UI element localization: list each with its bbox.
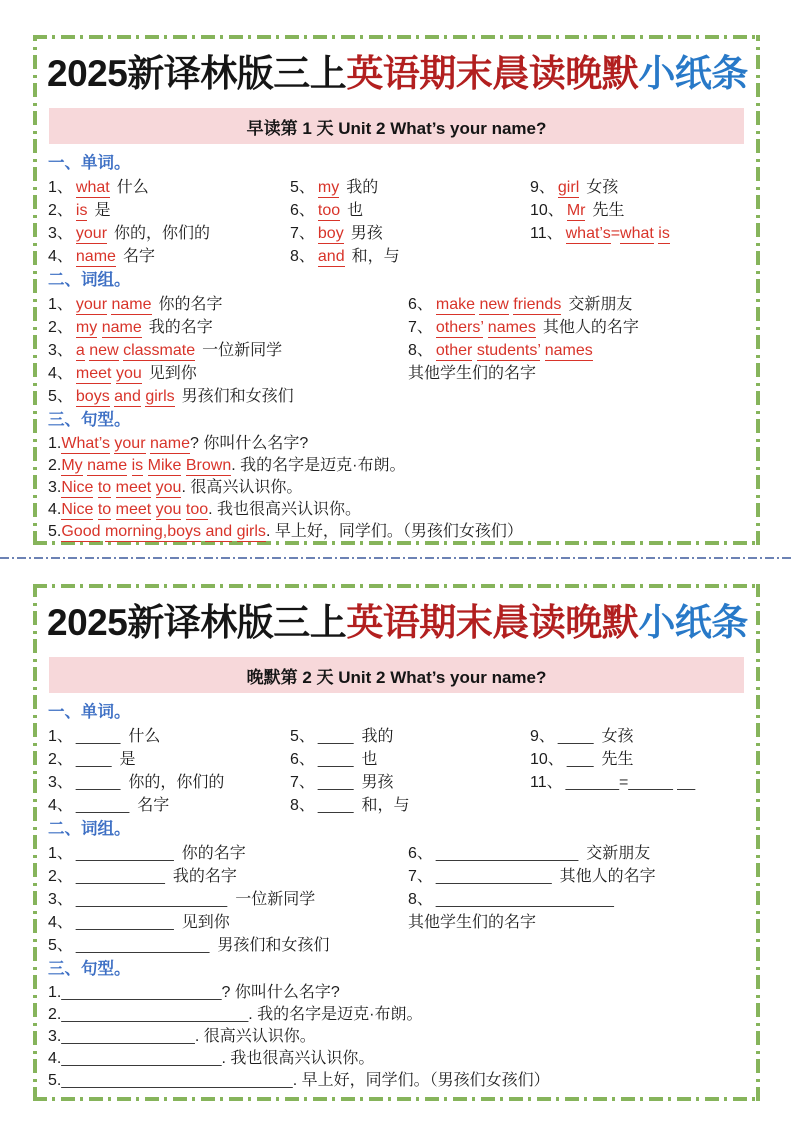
item-number: 10、 [530, 751, 564, 769]
english-sentence: What’s your name [61, 435, 191, 453]
answer-blank: _________________ [75, 891, 228, 909]
answer-blank: ____________________ [435, 891, 614, 909]
word-row [530, 199, 746, 222]
answer-blank: _______________ [61, 1028, 195, 1046]
word-row [290, 199, 530, 222]
answer-blank: _____ [75, 774, 121, 792]
chinese-meaning: 名字 [122, 248, 155, 266]
english-phrase: make new friends [435, 296, 562, 314]
item-number: 3. [48, 479, 62, 497]
phrase-row [48, 316, 408, 339]
item-number: 3. [48, 1028, 62, 1046]
chinese-translation: . 早上好，同学们。（男孩们女孩们） [265, 523, 523, 541]
english-phrase: meet you [75, 365, 142, 383]
chinese-meaning: 其他人的名字 [542, 319, 639, 337]
sentence-blank-row [48, 1070, 746, 1092]
item-number: 8、 [290, 248, 315, 266]
title-edition: 2025新译林版三上 [47, 602, 347, 643]
chinese-meaning: 其他学生们的名字 [408, 365, 537, 383]
phrases-col-1 [48, 842, 408, 957]
chinese-meaning: 你的，你们的 [114, 225, 211, 243]
english-sentence: Nice to meet you [61, 479, 182, 497]
phrase-row [48, 339, 408, 362]
phrase-continuation [408, 911, 746, 934]
word-blank-row [290, 725, 530, 748]
word-row [48, 222, 290, 245]
phrase-blank-row [48, 911, 408, 934]
item-number: 11、 [530, 225, 563, 243]
item-number: 4、 [48, 797, 73, 815]
english-word: and [317, 248, 345, 266]
chinese-meaning: 是 [119, 751, 136, 769]
chinese-meaning: 交新朋友 [568, 296, 633, 314]
phrases-col-1 [48, 293, 408, 408]
english-word: too [317, 202, 341, 220]
section-heading-phrases: 二、词组。 [48, 271, 131, 290]
item-number: 7、 [408, 319, 433, 337]
item-number: 1、 [48, 296, 73, 314]
phrase-blank-row [408, 842, 746, 865]
chinese-translation: . 我的名字是迈克·布朗。 [231, 457, 406, 475]
english-word: boy [317, 225, 344, 243]
answer-blank: ____ [317, 751, 354, 769]
study-sheet-day1 [33, 35, 760, 545]
phrases-grid [48, 293, 746, 408]
item-number: 1. [48, 984, 62, 1002]
answer-blank: ___________ [75, 845, 174, 863]
words-col-2 [290, 725, 530, 817]
english-word: is [75, 202, 88, 220]
item-number: 8、 [408, 342, 433, 360]
item-number: 1、 [48, 845, 73, 863]
answer-blank: __________________________ [61, 1072, 293, 1090]
sheet1-content [47, 153, 746, 543]
chinese-meaning: 先生 [601, 751, 634, 769]
phrase-row [48, 293, 408, 316]
answer-blank: ______=_____ __ [565, 774, 696, 792]
sentences-list [48, 433, 746, 543]
item-number: 6、 [290, 751, 315, 769]
english-word: Mr [566, 202, 586, 220]
item-number: 3、 [48, 225, 73, 243]
chinese-translation: ? 你叫什么名字? [190, 435, 309, 453]
item-number: 8、 [408, 891, 433, 909]
chinese-meaning: 和，与 [351, 248, 400, 266]
item-number: 5、 [48, 937, 73, 955]
chinese-meaning: 和，与 [361, 797, 410, 815]
answer-blank: _____ [75, 728, 121, 746]
word-blank-row [290, 794, 530, 817]
unit-banner: 晚默第 2 天 Unit 2 What’s your name? [49, 657, 744, 693]
chinese-meaning: 我的名字 [172, 868, 237, 886]
item-number: 2、 [48, 868, 73, 886]
item-number: 5、 [48, 388, 73, 406]
english-word: girl [557, 179, 580, 197]
chinese-translation: . 早上好，同学们。（男孩们女孩们） [292, 1072, 550, 1090]
answer-blank: ____ [75, 751, 112, 769]
word-blank-row [48, 771, 290, 794]
item-number: 7、 [408, 868, 433, 886]
word-blank-row [48, 748, 290, 771]
sentence-row [48, 433, 746, 455]
phrase-blank-row [48, 842, 408, 865]
title-note-type: 小纸条 [638, 53, 748, 94]
phrase-row [408, 316, 746, 339]
item-number: 6、 [408, 845, 433, 863]
english-phrase: others’ names [435, 319, 536, 337]
item-number: 10、 [530, 202, 564, 220]
phrase-row [48, 385, 408, 408]
answer-blank: _____________ [435, 868, 552, 886]
chinese-meaning: 我的名字 [148, 319, 213, 337]
chinese-meaning: 女孩 [586, 179, 619, 197]
chinese-meaning: 我的 [346, 179, 379, 197]
chinese-translation: . 我也很高兴认识你。 [208, 501, 362, 519]
words-col-1 [48, 725, 290, 817]
word-row [48, 176, 290, 199]
title-subject: 英语期末晨读晚默 [346, 602, 639, 643]
words-grid [48, 725, 746, 817]
section-heading-words: 一、单词。 [48, 703, 131, 722]
chinese-meaning: 一位新同学 [235, 891, 316, 909]
english-sentence: Nice to meet you too [61, 501, 209, 519]
words-col-3 [530, 176, 746, 268]
chinese-translation: . 我也很高兴认识你。 [221, 1050, 375, 1068]
item-number: 5. [48, 1072, 62, 1090]
chinese-meaning: 我的 [361, 728, 394, 746]
answer-blank: _____________________ [61, 1006, 249, 1024]
word-blank-row [290, 771, 530, 794]
chinese-translation: . 很高兴认识你。 [194, 1028, 316, 1046]
cut-line-divider [0, 557, 793, 559]
word-blank-row [530, 771, 746, 794]
chinese-translation: ? 你叫什么名字? [221, 984, 340, 1002]
chinese-meaning: 男孩们和女孩们 [181, 388, 294, 406]
section-heading-sentences: 三、句型。 [48, 960, 131, 979]
chinese-meaning: 男孩 [361, 774, 394, 792]
english-word: what [75, 179, 110, 197]
phrase-blank-row [48, 934, 408, 957]
section-heading-phrases: 二、词组。 [48, 820, 131, 839]
word-blank-row [48, 725, 290, 748]
chinese-meaning: 交新朋友 [586, 845, 651, 863]
item-number: 2、 [48, 751, 73, 769]
english-sentence: My name is Mike Brown [61, 457, 232, 475]
word-row [530, 176, 746, 199]
words-col-2 [290, 176, 530, 268]
title-note-type: 小纸条 [638, 602, 748, 643]
section-heading-words: 一、单词。 [48, 154, 131, 173]
item-number: 8、 [290, 797, 315, 815]
phrases-col-2 [408, 293, 746, 408]
word-row [48, 199, 290, 222]
sentence-row [48, 455, 746, 477]
item-number: 6、 [290, 202, 315, 220]
unit-banner: 早读第 1 天 Unit 2 What’s your name? [49, 108, 744, 144]
sentence-blank-row [48, 982, 746, 1004]
sentences-list [48, 982, 746, 1092]
item-number: 4. [48, 1050, 62, 1068]
answer-blank: ____ [317, 797, 354, 815]
chinese-meaning: 你的，你们的 [128, 774, 225, 792]
phrase-blank-row [408, 865, 746, 888]
chinese-meaning: 名字 [137, 797, 170, 815]
item-number: 4、 [48, 248, 73, 266]
english-word: your [75, 225, 108, 243]
chinese-meaning: 见到你 [148, 365, 197, 383]
answer-blank: ___ [566, 751, 594, 769]
item-number: 5、 [290, 728, 315, 746]
answer-blank: ________________ [435, 845, 579, 863]
english-phrase: other students’ names [435, 342, 593, 360]
chinese-meaning: 你的名字 [181, 845, 246, 863]
chinese-translation: . 我的名字是迈克·布朗。 [248, 1006, 423, 1024]
item-number: 2、 [48, 202, 73, 220]
english-sentence: Good morning,boys and girls [61, 523, 266, 541]
item-number: 5、 [290, 179, 315, 197]
sentence-row [48, 499, 746, 521]
item-number: 3、 [48, 342, 73, 360]
chinese-meaning: 男孩 [350, 225, 383, 243]
item-number: 6、 [408, 296, 433, 314]
phrase-blank-row [48, 865, 408, 888]
chinese-meaning: 也 [361, 751, 378, 769]
words-grid [48, 176, 746, 268]
word-row [290, 222, 530, 245]
english-phrase: a new classmate [75, 342, 196, 360]
answer-blank: __________________ [61, 1050, 222, 1068]
answer-blank: _______________ [75, 937, 210, 955]
chinese-meaning: 是 [94, 202, 111, 220]
answer-blank: ___________ [75, 914, 174, 932]
item-number: 1、 [48, 179, 73, 197]
english-phrase: boys and girls [75, 388, 175, 406]
section-heading-sentences: 三、句型。 [48, 411, 131, 430]
title-subject: 英语期末晨读晚默 [346, 53, 639, 94]
chinese-meaning: 其他人的名字 [559, 868, 656, 886]
chinese-meaning: 先生 [592, 202, 625, 220]
word-blank-row [290, 748, 530, 771]
item-number: 7、 [290, 774, 315, 792]
phrase-row [48, 362, 408, 385]
chinese-meaning: 你的名字 [158, 296, 223, 314]
item-number: 9、 [530, 179, 555, 197]
page-title [47, 51, 746, 97]
phrase-continuation [408, 362, 746, 385]
english-word: name [75, 248, 116, 266]
page-title [47, 600, 746, 646]
item-number: 4. [48, 501, 62, 519]
item-number: 11、 [530, 774, 563, 792]
item-number: 1. [48, 435, 62, 453]
item-number: 4、 [48, 914, 73, 932]
words-col-3 [530, 725, 746, 817]
item-number: 1、 [48, 728, 73, 746]
item-number: 7、 [290, 225, 315, 243]
sentence-blank-row [48, 1048, 746, 1070]
chinese-meaning: 见到你 [181, 914, 230, 932]
word-row [290, 245, 530, 268]
answer-blank: ____ [317, 728, 354, 746]
answer-blank: ____ [557, 728, 594, 746]
word-blank-row [530, 725, 746, 748]
item-number: 2. [48, 1006, 62, 1024]
chinese-meaning: 也 [347, 202, 364, 220]
item-number: 3、 [48, 774, 73, 792]
word-row [48, 245, 290, 268]
chinese-meaning: 什么 [128, 728, 161, 746]
item-number: 2、 [48, 319, 73, 337]
sentence-row [48, 477, 746, 499]
english-word: what’s=what is [565, 225, 670, 243]
phrases-grid [48, 842, 746, 957]
phrase-row [408, 293, 746, 316]
chinese-meaning: 其他学生们的名字 [408, 914, 537, 932]
phrase-row [408, 339, 746, 362]
chinese-translation: . 很高兴认识你。 [181, 479, 303, 497]
sentence-row [48, 521, 746, 543]
item-number: 4、 [48, 365, 73, 383]
answer-blank: __________ [75, 868, 165, 886]
sheet2-content [47, 702, 746, 1092]
phrase-blank-row [48, 888, 408, 911]
sentence-blank-row [48, 1004, 746, 1026]
chinese-meaning: 一位新同学 [202, 342, 283, 360]
answer-blank: ____ [317, 774, 354, 792]
english-word: my [317, 179, 340, 197]
word-row [290, 176, 530, 199]
title-edition: 2025新译林版三上 [47, 53, 347, 94]
chinese-meaning: 男孩们和女孩们 [217, 937, 330, 955]
word-blank-row [48, 794, 290, 817]
english-phrase: my name [75, 319, 142, 337]
sentence-blank-row [48, 1026, 746, 1048]
answer-blank: __________________ [61, 984, 222, 1002]
answer-blank: ______ [75, 797, 130, 815]
phrases-col-2 [408, 842, 746, 957]
words-col-1 [48, 176, 290, 268]
item-number: 5. [48, 523, 62, 541]
phrase-blank-row [408, 888, 746, 911]
item-number: 3、 [48, 891, 73, 909]
word-row [530, 222, 746, 245]
chinese-meaning: 女孩 [601, 728, 634, 746]
chinese-meaning: 什么 [116, 179, 149, 197]
word-blank-row [530, 748, 746, 771]
study-sheet-day2 [33, 584, 760, 1101]
item-number: 9、 [530, 728, 555, 746]
english-phrase: your name [75, 296, 152, 314]
item-number: 2. [48, 457, 62, 475]
